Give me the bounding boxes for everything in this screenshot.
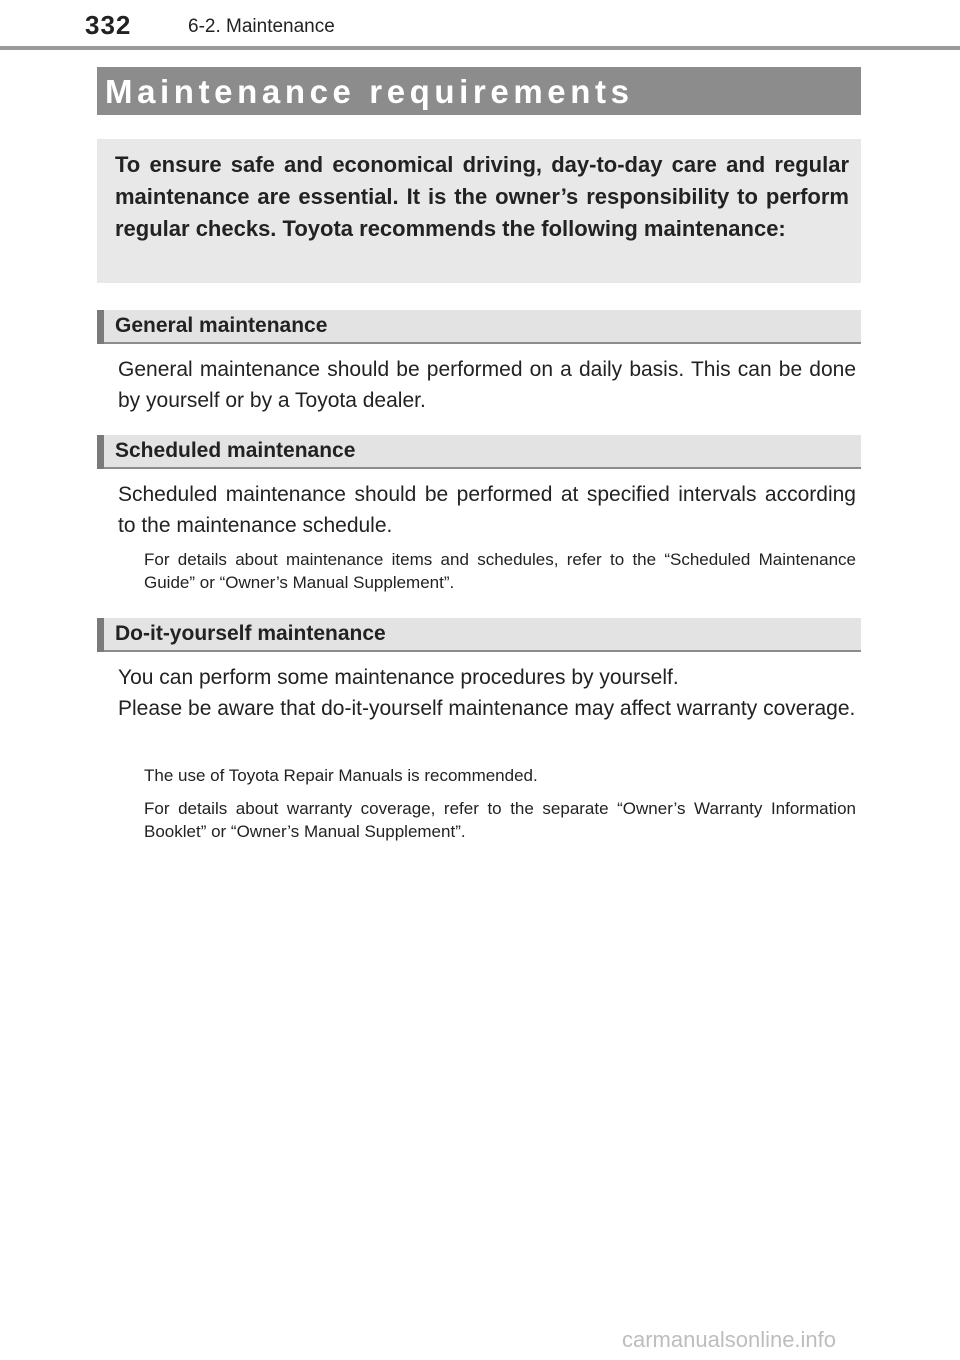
intro-text: To ensure safe and economical driving, day-to-day care and regular maintenance are essential. It is the owner’s responsibility to perform regular checks. Toyota recommends the following maintenance: <box>115 152 849 241</box>
page-title-bar <box>97 67 861 115</box>
header-divider <box>0 46 960 50</box>
section-label: 6-2. Maintenance <box>188 16 335 37</box>
scheduled-maintenance-text: Scheduled maintenance should be performed at specified intervals according to the maintenance schedule. <box>118 483 856 537</box>
scheduled-maintenance-note: For details about maintenance items and schedules, refer to the “Scheduled Maintenance Guide” or “Owner’s Manual Supplement”. <box>144 550 856 592</box>
page-number: 332 <box>85 10 132 40</box>
diy-maintenance-text-1: You can perform some maintenance procedures by yourself. <box>118 666 679 689</box>
page-title: Maintenance requirements <box>105 73 634 110</box>
intro-box <box>97 139 861 283</box>
diy-note-warranty: For details about warranty coverage, refer to the separate “Owner’s Warranty Information Booklet” or “Owner’s Manual Supplement”. <box>144 799 856 841</box>
scheduled-maintenance-heading: Scheduled maintenance <box>115 439 356 462</box>
general-maintenance-heading-bar <box>97 310 861 344</box>
diy-maintenance-heading-bar <box>97 618 861 652</box>
diy-maintenance-heading: Do-it-yourself maintenance <box>115 622 386 645</box>
general-maintenance-heading: General maintenance <box>115 314 328 337</box>
scheduled-maintenance-heading-bar <box>97 435 861 469</box>
diy-maintenance-text-2: Please be aware that do-it-yourself maintenance may affect warranty coverage. <box>118 697 856 720</box>
watermark: carmanualsonline.info <box>622 1327 837 1352</box>
general-maintenance-text: General maintenance should be performed on a daily basis. This can be done by yourself or by a Toyota dealer. <box>118 358 856 412</box>
diy-note-repair-manuals: The use of Toyota Repair Manuals is recommended. <box>144 766 538 785</box>
